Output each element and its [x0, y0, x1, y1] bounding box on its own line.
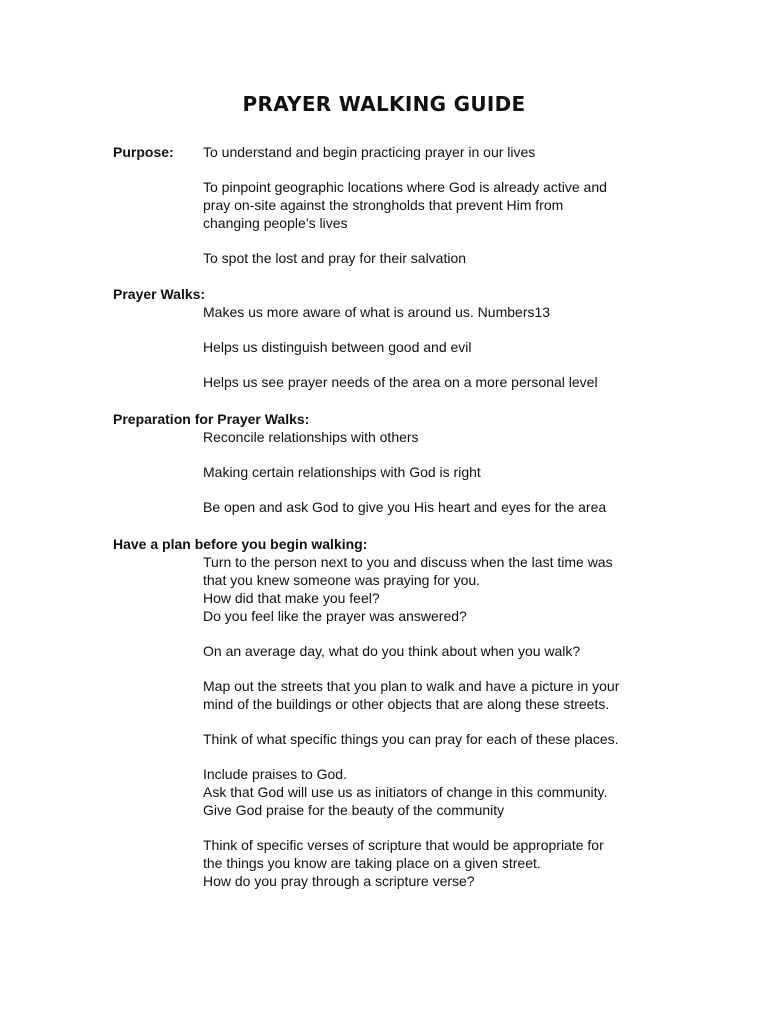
- list-item: [203, 677, 673, 713]
- section-prayer-walks: [113, 285, 673, 391]
- text-line: Map out the streets that you plan to walk and have a picture in your: [203, 678, 620, 694]
- section-items: [203, 303, 673, 391]
- text-line: Do you feel like the prayer was answered?: [203, 608, 467, 624]
- list-item: [203, 143, 673, 161]
- list-item: [203, 178, 673, 232]
- text-line: To spot the lost and pray for their salvation: [203, 250, 467, 266]
- text-line: mind of the buildings or other objects that are along these streets.: [203, 696, 610, 712]
- text-line: How do you pray through a scripture verse?: [203, 873, 475, 889]
- list-item: [203, 836, 673, 890]
- section-heading: Have a plan before you begin walking:: [113, 536, 368, 552]
- section-preparation: [113, 410, 673, 516]
- text-line: that you knew someone was praying for you.: [203, 572, 481, 588]
- list-item: [203, 373, 673, 391]
- text-line: To understand and begin practicing prayer in our lives: [203, 144, 536, 160]
- list-item: [203, 730, 673, 748]
- list-item: [203, 463, 673, 481]
- section-items: [203, 428, 673, 516]
- section-heading: Prayer Walks:: [113, 286, 206, 302]
- text-line: Think of specific verses of scripture that would be appropriate for: [203, 837, 604, 853]
- text-line: Turn to the person next to you and discuss when the last time was: [203, 554, 613, 570]
- text-line: To pinpoint geographic locations where God is already active and: [203, 179, 607, 195]
- list-item: [203, 498, 673, 516]
- text-line: How did that make you feel?: [203, 590, 380, 606]
- list-item: [203, 553, 673, 625]
- section-purpose: [113, 143, 673, 267]
- list-item: [203, 249, 673, 267]
- section-items: [203, 553, 673, 890]
- section-heading: Preparation for Prayer Walks:: [113, 411, 310, 427]
- text-line: Helps us distinguish between good and evil: [203, 339, 472, 355]
- document-title: PRAYER WALKING GUIDE: [242, 92, 526, 116]
- list-item: [203, 642, 673, 660]
- section-heading: Purpose:: [113, 144, 174, 160]
- text-line: the things you know are taking place on a given street.: [203, 855, 541, 871]
- list-item: [203, 338, 673, 356]
- section-plan: [113, 535, 673, 890]
- text-line: Helps us see prayer needs of the area on a more personal level: [203, 374, 598, 390]
- text-line: pray on-site against the strongholds that prevent Him from: [203, 197, 564, 213]
- text-line: Makes us more aware of what is around us. Numbers13: [203, 304, 551, 320]
- text-line: Be open and ask God to give you His heart and eyes for the area: [203, 499, 607, 515]
- text-line: Ask that God will use us as initiators of change in this community.: [203, 784, 608, 800]
- text-line: changing people’s lives: [203, 215, 348, 231]
- list-item: [203, 303, 673, 321]
- text-line: Making certain relationships with God is right: [203, 464, 481, 480]
- text-line: Give God praise for the beauty of the community: [203, 802, 505, 818]
- list-item: [203, 765, 673, 819]
- list-item: [203, 428, 673, 446]
- section-items: [203, 143, 673, 267]
- text-line: Include praises to God.: [203, 766, 347, 782]
- text-line: Reconcile relationships with others: [203, 429, 419, 445]
- text-line: On an average day, what do you think about when you walk?: [203, 643, 581, 659]
- text-line: Think of what specific things you can pray for each of these places.: [203, 731, 619, 747]
